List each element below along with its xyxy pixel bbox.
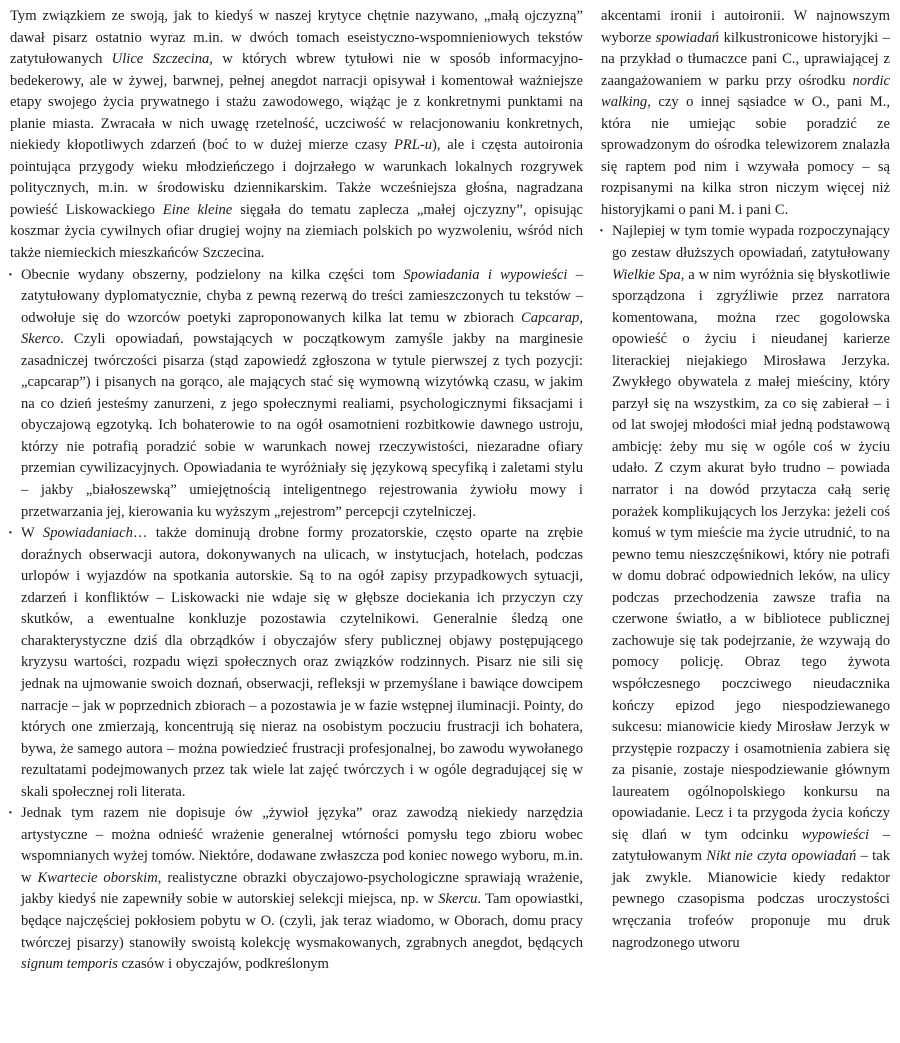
- text-run: – zatytułowanym: [612, 826, 890, 865]
- text-run: – tak jak zwykle. Mianowicie kiedy redaktor pewnego czasopisma podczas uroczystości wręczania trofeów proponuje mu druk nagrodzonego utworu: [612, 848, 891, 951]
- title-ulice-szczecina: Ulice Szczecina: [111, 51, 210, 68]
- text-run: sięgała do tematu zaplecza „małej ojczyzny”, opisując koszmar życia cywilnych ofiar drugiej wojny na ziemiach polskich po wyzwoleniu, wśród nich także niemieckich mieszkańców Szczecina.: [10, 201, 584, 262]
- term-spowiadan: spowiadań: [655, 29, 720, 46]
- text-run: Jednak tym razem nie dopisuje ów „żywioł języka” oraz zawodzą niekiedy narzędzia artystyczne – można odnieść wrażenie generalnej wtórności pomysłu tego zbioru wobec wspomnianych wyżej tomów. Niektóre, dodawane zwłaszcza pod koniec nowego wyboru, m.in. w: [21, 805, 583, 886]
- text-run: . Czyli opowiadań, powstających w początkowym zamyśle jakby na marginesie zasadniczej twórczości pisarza (stąd zapowiedź zgłoszona w tytule pierwszej z tych pozycji: „capcarap”) i pisanych na gorąco, ale mających stać się wymowną wizytówką czasu, w jakim na co dzień jesteśmy zanurzeni, z jego społecznymi realiami, psychologicznymi fiksacjami i obyczajową egzotyką. Ich bohaterowie to na ogół osamotnieni rozbitkowie dawnego ustroju, którzy nie potrafią poradzić sobie w warunkach nowej rzeczywistości, niezaradne ofiary przemian cywilizacyjnych. Opowiadania te wyróżniały się językową specyfiką i zaletami stylu – jakby „białoszewską” umiejętnością inteligentnego rejestrowania żywiołu mowy i przetwarzania jej, kierowania ku wyższym „rejestrom” percepcji czytelniczej.: [21, 331, 583, 520]
- text-run: W: [21, 525, 43, 542]
- latin-signum-temporis: signum temporis: [21, 956, 118, 973]
- abbr-prl: PRL-u: [393, 137, 433, 154]
- left-column: [10, 6, 583, 976]
- text-run: Tym związkiem ze swoją, jak to kiedyś w naszej krytyce chętnie nazywano, „małą ojczyzną” dawał pisarz ostatnio wyraz m.in. w dwóch tomach eseistyczno-wspomnieniowych tekstów zatytułowanych: [10, 8, 583, 68]
- title-spowiadania: Spowiadania i wypowieści: [403, 266, 568, 283]
- term-wypowiesci: wypowieści: [801, 826, 870, 843]
- paragraph-6: [601, 221, 890, 954]
- title-wielkie-spa: Wielkie Spa: [612, 266, 681, 283]
- text-run: ), ale i częsta autoironia pointująca przygody wieku młodzieńczego i dojrzałego w warunkach lokalnych rozgrywek politycznych, m.in. w środowisku dziennikarskim. Także wcześniejsza głośna, nagradzana powieść Liskowackiego: [10, 137, 583, 218]
- paragraph-2: [10, 265, 583, 524]
- text-run: … także dominują drobne formy prozatorskie, często oparte na zrębie doraźnych obserwacji autora, dokonywanych na ulicach, w instytucjach, hotelach, podczas urlopów i wyjazdów na spotkania autorskie. Są to na ogół zapisy przypadkowych sytuacji, zdarzeń i konfliktów – Liskowacki nie wdaje się w głębsze dociekania ich przyczyn czy skutków, a ewentualne konkluzje pozostawia czytelnikowi. Generalnie śledzą one charakterystyczne dziś dla obrządków i obyczajów sfery publicznej objawy postępującego kryzysu wartości, rozpadu więzi społecznych oraz związków rodzinnych. Pisarz nie sili się jednak na ujmowanie swoich doznań, obserwacji, refleksji w przemyślane i bawiące dowcipem narracje – jak w poprzednich zbiorach – a pozostawia je w fazie wstępnej iluminacji. Pointy, do których one zmierzają, koncentrują się nieraz na osobistym poczuciu frustracji ich bohatera, bywa, że samego autora – można powiedzieć frustracji profesjonalnej, bo zawodu wywołanego rezultatami podejmowanych przez tak wiele lat zajęć twórczych i w ogóle degradującej się w skali społecznej roli literata.: [21, 525, 583, 800]
- term-nordic-walking: nordic walking: [601, 72, 890, 111]
- title-skerco: Skercu: [438, 891, 478, 908]
- text-run: Obecnie wydany obszerny, podzielony na kilka części tom: [21, 266, 404, 283]
- paragraph-1: [10, 6, 583, 265]
- text-run: , czy o innej sąsiadce w O., pani M., która nie umiejąc sobie poradzić ze sprowadzonym do ośrodka telewizorem znalazła się raptem pod nim i wzywała pomocy – są rozpisanymi na kilka stron niczym więcej niż historyjkami o pani M. i pani C.: [601, 94, 890, 218]
- text-run: , w których wbrew tytułowi nie w sposób informacyjno-bedekerowy, ale w żywej, barwnej, pełnej anegdot narracji opisywał i komentował ważniejsze etapy swojego życia prywatnego i stażu zawodowego, wiążąc je z konkretnymi punktami na planie miasta. Zwracała w nich uwagę rzetelność, uczciwość w relacjonowaniu konkretnych, niekiedy kłopotliwych zdarzeń (boć to w dużej mierze czasy: [10, 51, 583, 154]
- right-column: [601, 6, 890, 954]
- text-run: czasów i obyczajów, podkreślonym: [117, 956, 329, 973]
- text-run: kilkustronicowe historyjki – na przykład o tłumaczce pani C., uprawiającej z zaangażowaniem w parku przy ośrodku: [601, 29, 890, 89]
- title-capcarap-skerco: Capcarap, Skerco: [21, 309, 583, 348]
- text-run: – zatytułowany dyplomatycznie, chyba z pewną rezerwą do treści zamieszczonych tu tekstów – odwołuje się do wzorców poetyki zaproponowanych kilka lat temu w zbiorach: [21, 266, 583, 326]
- text-run: Najlepiej w tym tomie wypada rozpoczynający go zestaw dłuższych opowiadań, zatytułowany: [612, 223, 890, 262]
- paragraph-3: [10, 523, 583, 803]
- text-run: , a w nim wyróżnia się błyskotliwie sporządzona i zgryźliwie przez narratora komentowana, można rzec gogolowska opowieść o życiu i nieudanej karierze literackiej niejakiego Mirosława Jerzyka. Zwykłego obywatela z małej mieściny, który parzył się na wszystkim, za co się zabierał – i od lat swojej młodości miał jedną podstawową ambicję: żeby mu się w ogóle coś w życiu udało. Z czym akurat było trudno – powiada narrator i na dowód przytacza całą serię porażek komplikujących los Jerzyka: jeżeli coś komuś w tym mieście ma życie utrudnić, to na pewno temu nieszczęśnikowi, który nie potrafi w domu dobrać odpowiednich leków, na ulicy podczas przechodzenia zawsze trafia na czerwone światło, a w bibliotece publicznej zachowuje się tak podejrzanie, że wzywają do pomocy policję. Obraz tego żywota współczesnego poczciwego nieudacznika kończy epizod jego niespodziewanego sukcesu: mianowicie kiedy Mirosław Jerzyk w przystępie rozpaczy i osamotnienia zabiera się za pisanie, zostaje niespodziewanie głównym laureatem ogólnopolskiego konkursu na opowiadanie. Lecz i ta przygoda życia kończy się dlań w tym odcinku: [612, 266, 890, 843]
- paragraph-5: [601, 6, 890, 221]
- text-run: akcentami ironii i autoironii. W najnowszym wyborze: [601, 8, 890, 46]
- title-kwartet-oborski: Kwartecie oborskim: [37, 869, 158, 886]
- text-run: . Tam opowiastki, będące najczęściej pokłosiem pobytu w O. (czyli, jak teraz wiadomo, w Oborach, domu pracy twórczej pisarzy) stanowiły swoistą kolekcję wysmakowanych, zgrabnych anegdot, będących: [21, 891, 583, 951]
- text-run: , realistyczne obrazki obyczajowo-psychologiczne sprawiają wrażenie, jakby kiedyś nie zapewniły sobie w autorskiej selekcji miejsca, np. w: [21, 869, 583, 908]
- title-spowiadaniach: Spowiadaniach: [42, 525, 133, 542]
- title-nikt-nie-czyta: Nikt nie czyta opowiadań: [706, 848, 857, 865]
- paragraph-4: [10, 803, 583, 975]
- title-eine-kleine: Eine kleine: [162, 201, 233, 218]
